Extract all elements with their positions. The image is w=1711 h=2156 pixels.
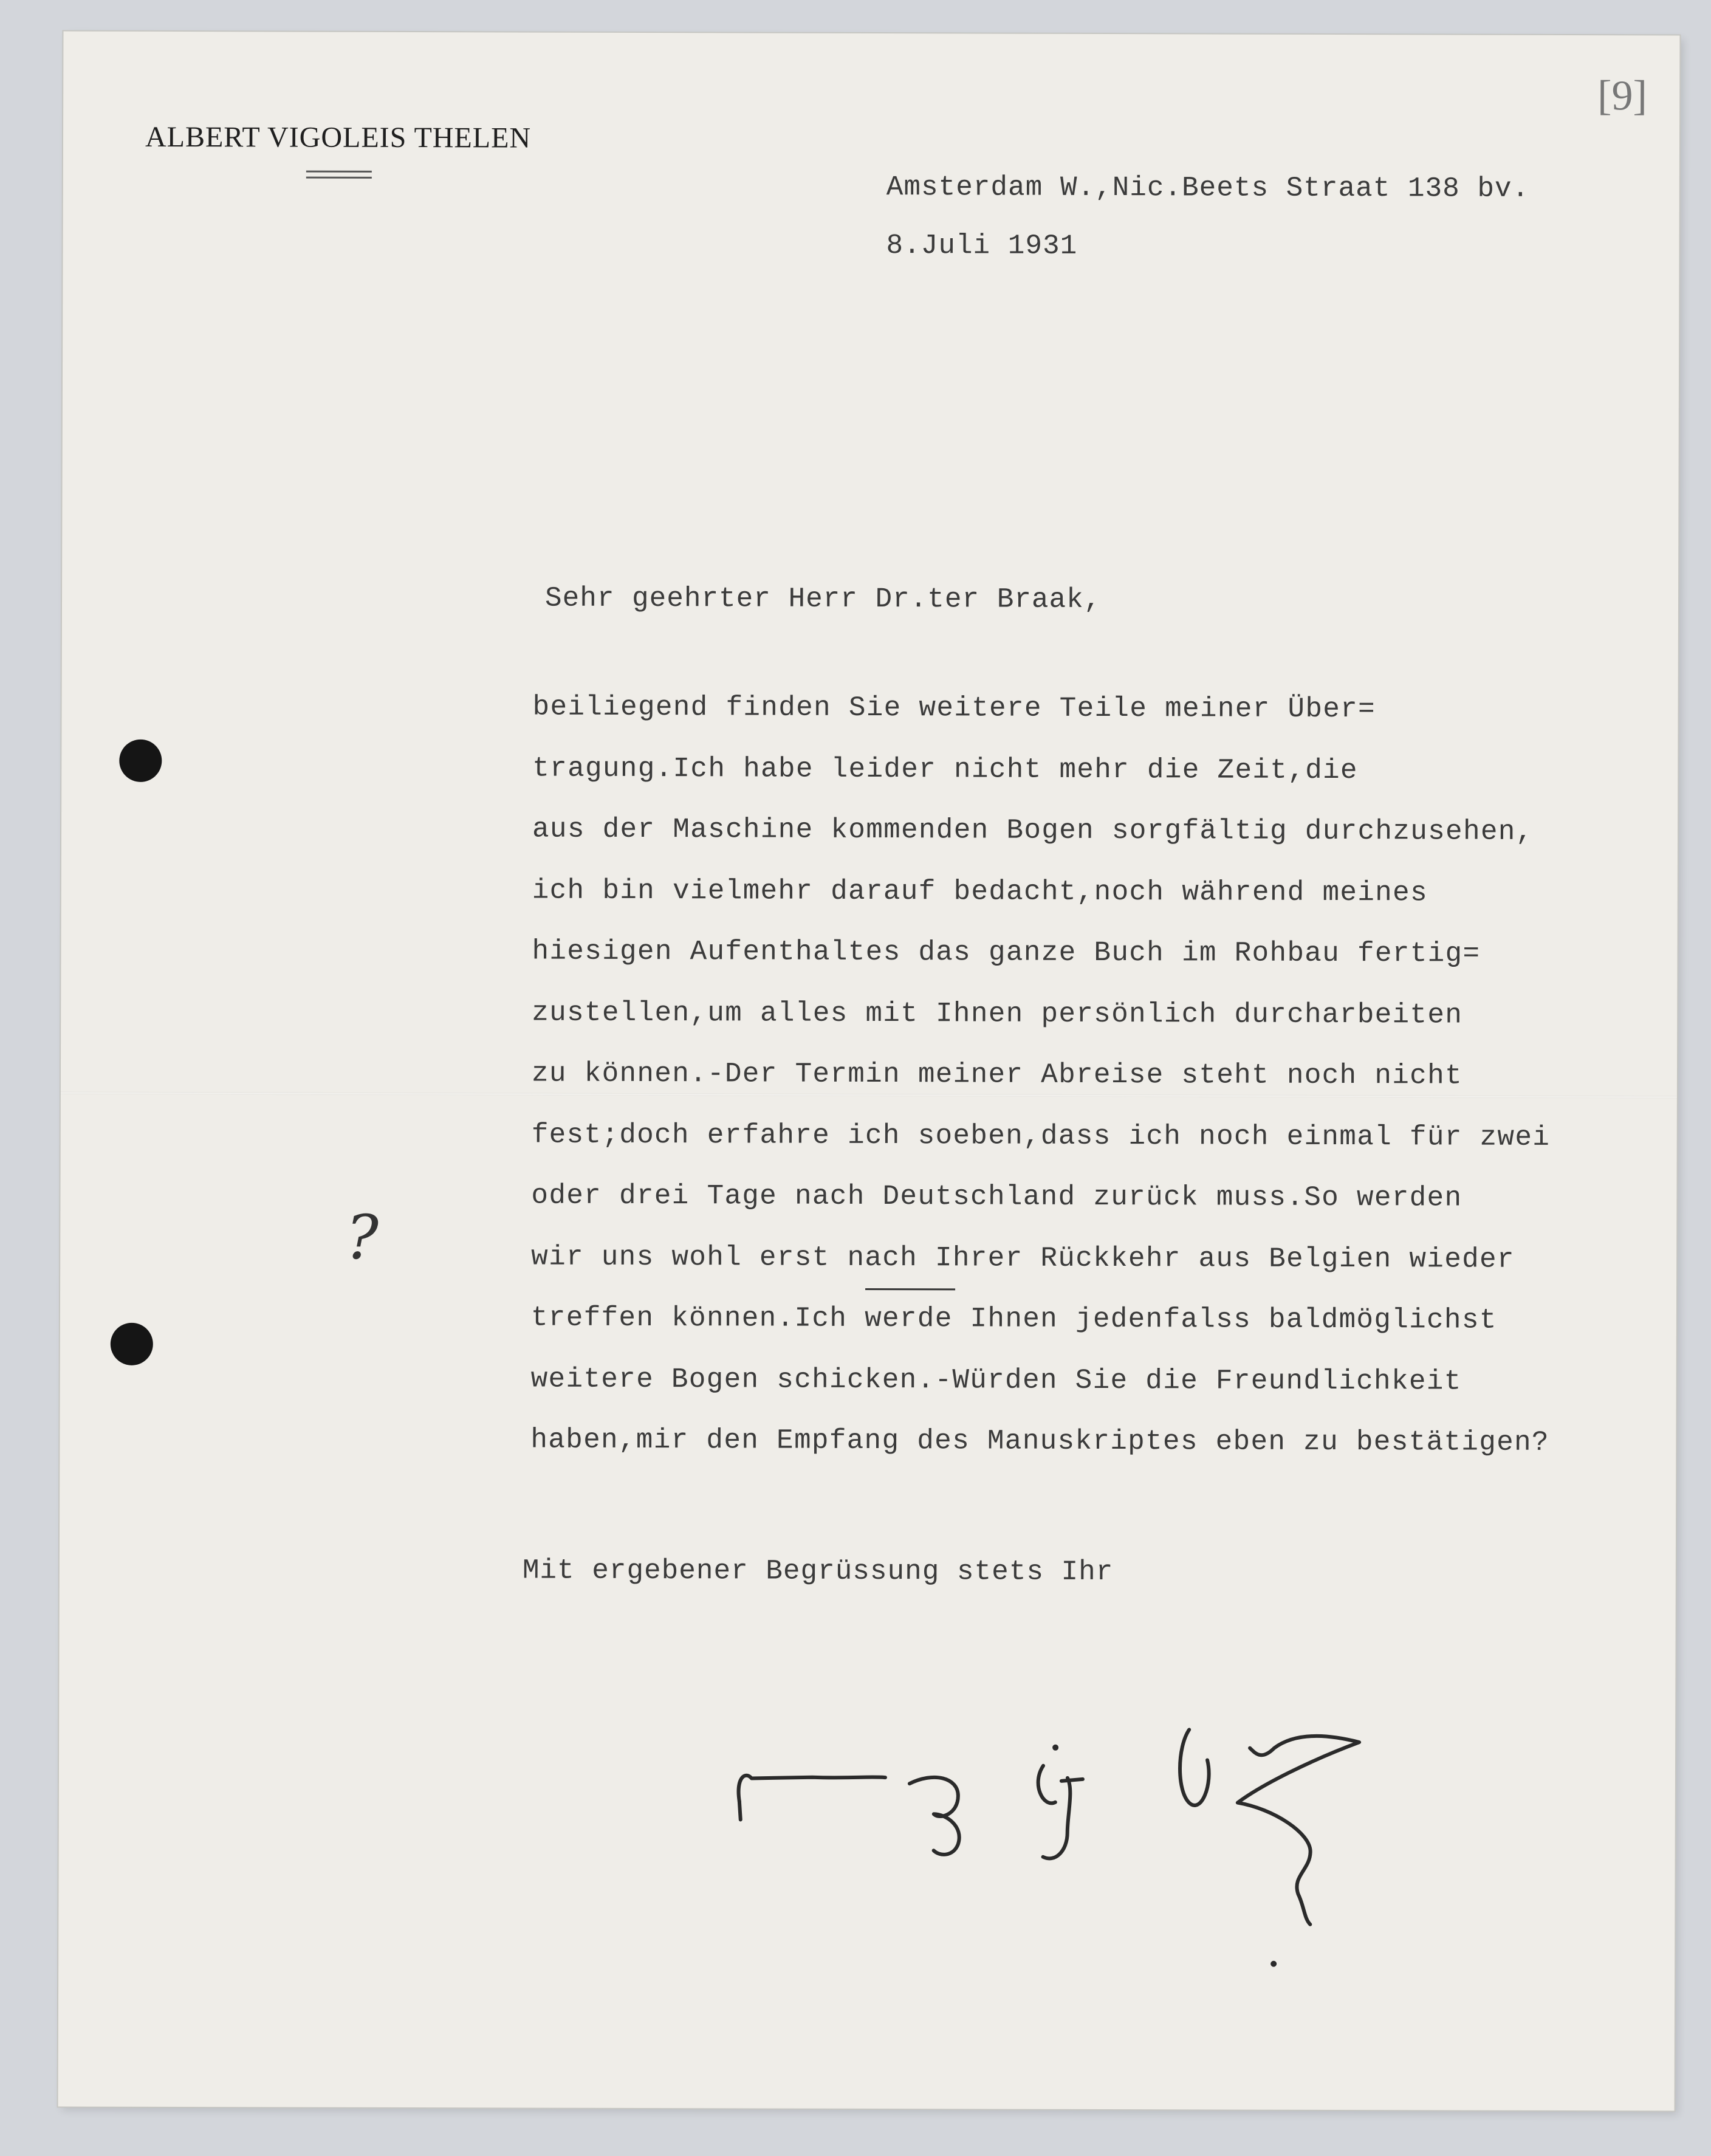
letterhead-name: ALBERT VIGOLEIS THELEN bbox=[145, 120, 532, 154]
margin-question-mark: ? bbox=[346, 1201, 379, 1273]
salutation: Sehr geehrter Herr Dr.ter Braak, bbox=[544, 582, 1102, 616]
body-line: ich bin vielmehr darauf bedacht,noch während meines bbox=[532, 874, 1428, 908]
body-line: zustellen,um alles mit Ihnen persönlich durcharbeiten bbox=[532, 997, 1463, 1031]
closing-line: Mit ergebener Begrüssung stets Ihr bbox=[522, 1554, 1114, 1588]
body-line: beiliegend finden Sie weitere Teile meiner Über= bbox=[532, 691, 1376, 726]
punch-hole bbox=[119, 740, 162, 782]
handwritten-underline bbox=[865, 1288, 955, 1290]
archive-number: [9] bbox=[1597, 72, 1647, 120]
body-line: hiesigen Aufenthaltes das ganze Buch im Rohbau fertig= bbox=[532, 935, 1481, 970]
body-line: aus der Maschine kommenden Bogen sorgfältig durchzusehen, bbox=[532, 813, 1534, 848]
body-line: treffen können.Ich werde Ihnen jedenfalss baldmöglichst bbox=[530, 1302, 1497, 1336]
body-line: fest;doch erfahre ich soeben,dass ich noch einmal für zwei bbox=[531, 1119, 1551, 1153]
letter-date: 8.Juli 1931 bbox=[886, 230, 1078, 262]
letterhead-rule bbox=[306, 171, 372, 173]
punch-hole bbox=[111, 1323, 153, 1365]
letterhead-rule bbox=[306, 177, 372, 179]
letter-page bbox=[58, 32, 1680, 2111]
letter-body bbox=[530, 677, 1551, 1474]
body-line: wir uns wohl erst nach Ihrer Rückkehr aus Belgien wieder bbox=[531, 1241, 1515, 1275]
body-line: zu können.-Der Termin meiner Abreise steht noch nicht bbox=[531, 1057, 1462, 1092]
sender-address: Amsterdam W.,Nic.Beets Straat 138 bv. bbox=[886, 171, 1530, 205]
body-line: haben,mir den Empfang des Manuskriptes eben zu bestätigen? bbox=[530, 1424, 1549, 1458]
body-line: tragung.Ich habe leider nicht mehr die Zeit,die bbox=[532, 752, 1358, 786]
body-line: oder drei Tage nach Deutschland zurück muss.So werden bbox=[531, 1179, 1462, 1214]
signature-icon bbox=[727, 1710, 1384, 1985]
body-line: weitere Bogen schicken.-Würden Sie die Freundlichkeit bbox=[530, 1363, 1462, 1398]
sender-address-block bbox=[886, 158, 1529, 276]
